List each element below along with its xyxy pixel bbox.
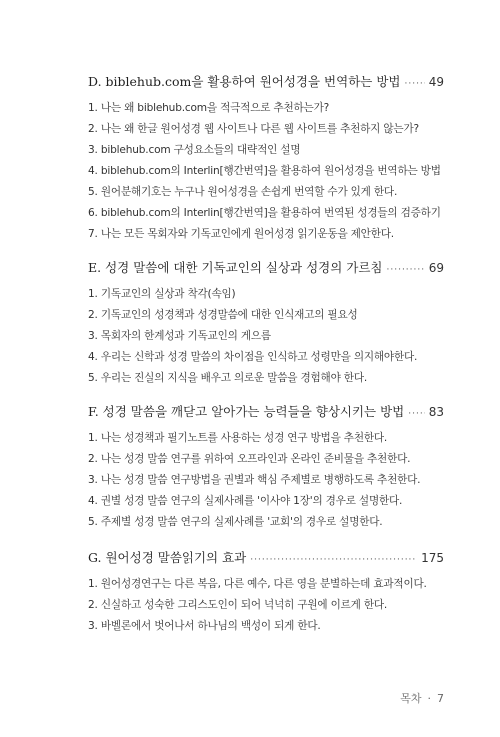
toc-item: 1. 나는 왜 biblehub.com을 적극적으로 추천하는가?: [88, 102, 330, 114]
toc-item: 4. 권별 성경 말씀 연구의 실제사례를 '이사야 1장'의 경우로 설명한다.: [88, 495, 403, 507]
toc-item: 1. 기독교인의 실상과 착각(속임): [88, 288, 236, 300]
toc-section-g: [88, 548, 444, 637]
page-footer: [400, 690, 444, 706]
section-items: [88, 98, 444, 245]
toc-item: 3. 나는 성경 말씀 연구방법을 권별과 핵심 주제별로 병행하도록 추천한다.: [88, 474, 421, 486]
toc-item: 4. 우리는 신학과 성경 말씀의 차이점을 인식하고 성령만을 의지해야한다.: [88, 351, 418, 363]
section-heading: [88, 402, 444, 428]
section-page-number: 175: [421, 551, 444, 565]
footer-page-number: 7: [437, 692, 444, 705]
leader-dots: [250, 555, 417, 565]
leader-dots: [408, 409, 424, 419]
toc-item: 4. biblehub.com의 Interlin[행간번역]을 활용하여 원어성경을 번역하는 방법: [88, 165, 441, 177]
toc-item: 2. 나는 성경 말씀 연구를 위하여 오프라인과 온라인 준비물을 추천한다.: [88, 453, 411, 465]
section-title: F. 성경 말씀을 깨닫고 알아가는 능력들을 향상시키는 방법: [88, 404, 405, 419]
leader-dots: [387, 265, 425, 275]
section-page-number: 49: [428, 75, 444, 89]
toc-section-e: [88, 258, 444, 389]
section-items: [88, 574, 444, 637]
section-title: G. 원어성경 말씀읽기의 효과: [88, 550, 247, 565]
section-page-number: 69: [428, 261, 444, 275]
section-page-number: 83: [428, 405, 444, 419]
toc-section-d: [88, 72, 444, 245]
section-title: E. 성경 말씀에 대한 기독교인의 실상과 성경의 가르침: [88, 260, 383, 275]
section-items: [88, 428, 444, 533]
toc-item: 5. 원어분해기호는 누구나 원어성경을 손쉽게 번역할 수가 있게 한다.: [88, 186, 398, 198]
footer-separator: ·: [427, 692, 431, 705]
toc-item: 3. biblehub.com 구성요소들의 대략적인 설명: [88, 144, 301, 156]
toc-item: 5. 주제별 성경 말씀 연구의 실제사례를 '교회'의 경우로 설명한다.: [88, 516, 383, 528]
toc-item: 7. 나는 모든 목회자와 기독교인에게 원어성경 읽기운동을 제안한다.: [88, 228, 394, 240]
toc-item: 2. 기독교인의 성경책과 성경말씀에 대한 인식재고의 필요성: [88, 309, 358, 321]
section-heading: [88, 72, 444, 98]
section-title: D. biblehub.com을 활용하여 원어성경을 번역하는 방법: [88, 74, 401, 89]
toc-item: 1. 나는 성경책과 필기노트를 사용하는 성경 연구 방법을 추천한다.: [88, 432, 388, 444]
toc-item: 2. 나는 왜 한글 원어성경 웹 사이트나 다른 웹 사이트를 추천하지 않는가?: [88, 123, 419, 135]
section-heading: [88, 548, 444, 574]
section-items: [88, 284, 444, 389]
toc-item: 1. 원어성경연구는 다른 복음, 다른 예수, 다른 영을 분별하는데 효과적이다.: [88, 578, 427, 590]
section-heading: [88, 258, 444, 284]
toc-item: 3. 목회자의 한계성과 기독교인의 게으름: [88, 330, 271, 342]
toc-section-f: [88, 402, 444, 533]
leader-dots: [404, 79, 424, 89]
toc-item: 2. 신실하고 성숙한 그리스도인이 되어 넉넉히 구원에 이르게 한다.: [88, 599, 388, 611]
toc-item: 5. 우리는 진실의 지식을 배우고 의로운 말씀을 경험해야 한다.: [88, 372, 368, 384]
toc-item: 3. 바벨론에서 벗어나서 하나님의 백성이 되게 한다.: [88, 620, 321, 632]
toc-item: 6. biblehub.com의 Interlin[행간번역]을 활용하여 번역된 성경들의 검증하기: [88, 207, 441, 219]
footer-label: 목차: [400, 692, 422, 705]
